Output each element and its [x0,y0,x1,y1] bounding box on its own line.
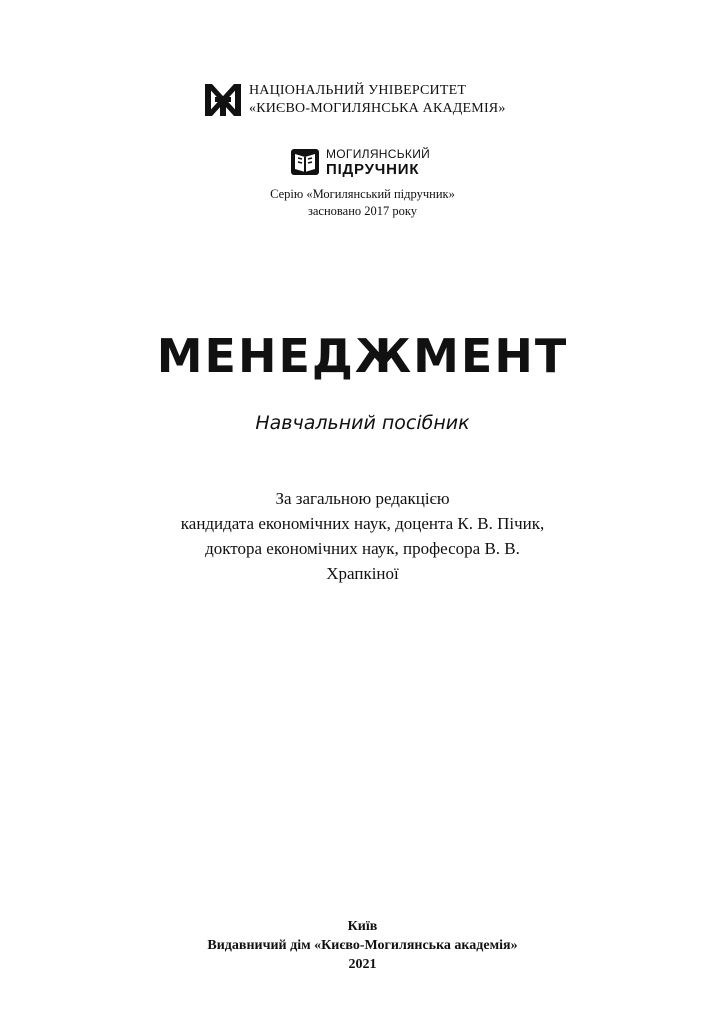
university-name-line1: НАЦІОНАЛЬНИЙ УНІВЕРСИТЕТ [249,83,467,98]
series-name-line1: МОГИЛЯНСЬКИЙ [326,147,431,161]
editors-line4: Храпкіної [326,564,399,583]
university-monogram-icon [203,80,243,120]
book-title: МЕНЕДЖМЕНТ [156,329,569,383]
editors-line1: За загальною редакцією [275,489,450,508]
series-header [290,146,430,178]
university-name-line2: «КИЄВО-МОГИЛЯНСЬКА АКАДЕМІЯ» [249,101,506,116]
series-name-line2: ПІДРУЧНИК [326,161,420,178]
imprint-city: Київ [347,919,378,934]
editors-block [100,486,625,586]
university-name [249,82,506,118]
editors-line3: доктора економічних наук, професора В. В. [205,539,520,558]
imprint-year: 2021 [348,957,377,972]
book-logo-icon [290,147,320,177]
imprint-block [0,917,725,974]
series-note-line1: Серію «Могилянський підручник» [270,187,455,201]
editors-line2: кандидата економічних наук, доцента К. В. Пічик, [180,514,545,533]
book-subtitle: Навчальний посібник [255,412,470,434]
imprint-publisher: Видавничий дім «Києво-Могилянська академія» [207,938,518,953]
university-header [203,80,506,120]
series-name [326,147,430,177]
series-note [0,186,725,220]
series-note-line2: засновано 2017 року [307,204,418,218]
